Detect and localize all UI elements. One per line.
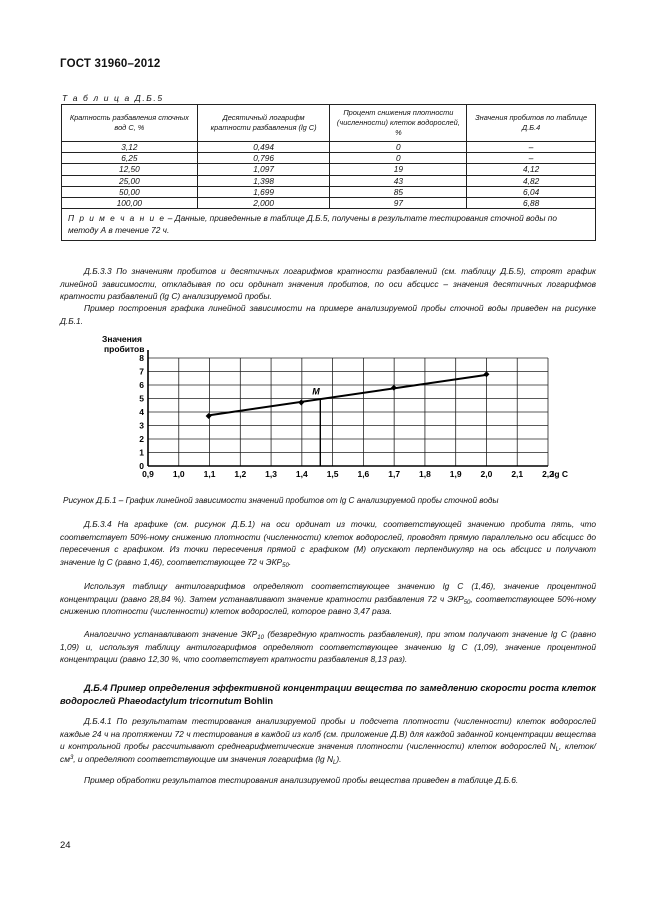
table-row	[62, 142, 596, 153]
chart-series	[206, 371, 490, 466]
table-cell: 1,097	[197, 164, 330, 175]
intersection-label: M	[312, 386, 320, 397]
x-tick-label: 2,0	[480, 469, 493, 479]
note-text: – Данные, приведенные в таблице Д.Б.5, получены в результате тестирования сточной воды по методу А в течение 72 ч.	[68, 213, 557, 236]
regression-line	[209, 375, 487, 416]
data-point	[483, 371, 489, 377]
section-heading-d-b-4	[60, 682, 596, 707]
table-row	[62, 175, 596, 186]
table-cell: –	[467, 142, 596, 153]
heading-species: Phaeodactylum tricornutum	[118, 695, 242, 706]
table-row	[62, 164, 596, 175]
para6-sub2: L	[333, 759, 337, 766]
para6-e: ).	[336, 753, 342, 764]
y-tick-label: 4	[139, 407, 144, 417]
paragraph-example-processing: Пример обработки результатов тестирования анализируемой пробы вещества приведен в таблице Д.Б.6.	[84, 775, 519, 785]
y-tick-label: 5	[139, 393, 144, 404]
data-point	[298, 400, 304, 406]
y-tick-labels	[139, 353, 144, 471]
x-tick-label: 1,5	[326, 469, 339, 479]
table-cell: 4,82	[467, 175, 596, 186]
table-cell: 43	[330, 175, 467, 186]
x-tick-label: 1,4	[295, 469, 308, 479]
data-table	[61, 104, 596, 241]
probit-chart	[90, 330, 580, 492]
chart-grid	[148, 350, 548, 466]
para5-sub: 10	[257, 635, 264, 641]
y-tick-label: 8	[139, 353, 144, 363]
paragraph-example-intro: Пример построения графика линейной зависимости на примере анализируемой пробы сточной воды приведен на рисунке Д.Б.1.	[60, 303, 596, 326]
para6-a: Д.Б.4.1 По результатам тестирования анализируемой пробы и подсчета плотности (численности) клеток водорослей каждые 24 ч на протяжении 72 ч тестирования в каждой из колб (см. приложение Д.В) для каждой заданной концентрации вещества и контрольной пробы рассчитывают среднеарифметические значения плотности (численности) клеток водорослей N	[60, 716, 596, 751]
x-tick-label: 2,1	[511, 469, 524, 479]
heading-text: Д.Б.4 Пример определения эффективной концентрации вещества по замедлению скорости роста клеток водорослей	[60, 683, 596, 706]
paragraph-d-b-3-3: Д.Б.3.3 По значениям пробитов и десятичных логарифмов кратности разбавлений (см. таблицу Д.Б.5), строят график линейной зависимости, откладывая по оси ординат значения пробитов, по оси абсцисс – значения десятичных логарифмов кратности разбавлений (lg C) анализируемой пробы.	[60, 266, 596, 301]
table-cell: 97	[330, 198, 467, 209]
table-cell: 4,12	[467, 164, 596, 175]
page-number: 24	[60, 840, 71, 851]
table-note-row	[62, 209, 596, 241]
data-point	[206, 413, 212, 419]
paragraph-ekr10	[60, 628, 596, 666]
table-cell: 1,699	[197, 186, 330, 197]
header-cell: Кратность разбавления сточных вод C, %	[62, 105, 198, 142]
y-axis-label: Значения	[102, 334, 142, 344]
x-tick-label: 0,9	[142, 469, 154, 479]
para3-text: Д.Б.3.4 На графике (см. рисунок Д.Б.1) на оси ординат из точки, соответствующей значению пробита пять, что соответствует 50%-ному снижению плотности (численности) клеток водорослей, проводят прямую параллельно оси абсцисс до пересечения с графиком. Из точки пересечения прямой с графиком (M) опускают перпендикуляр на ось абсцисс и получают значение lg C (равно 1,46), соответствующее 72 ч ЭКР	[60, 519, 596, 567]
para4-text: Используя таблицу антилогарифмов определяют соответствующее значению lg C (1,46), значение процентной концентрации (равно 28,84 %). Затем устанавливают значение кратности разбавления 72 ч ЭКР	[60, 581, 596, 604]
paragraph-d-b-4-1	[60, 715, 596, 765]
para4-end: , соответствующее 50%-ному снижению плотности (численности) клеток водорослей, которое равно 3,47 раза.	[60, 593, 596, 616]
document-header: ГОСТ 31960–2012	[60, 58, 161, 70]
x-tick-label: 1,1	[203, 469, 216, 479]
x-tick-label: 1,2	[234, 469, 247, 479]
para5-end: (безвредную кратность разбавления), при этом получают значение lg C (равно 1,09) и, используя таблицу антилогарифмов определяют соответствующее значению lg C (1,09), значение процентной концентрации (равно 12,30 %, что соответствует кратности разбавления 8,13 раз).	[60, 629, 596, 664]
y-tick-label: 6	[139, 380, 144, 390]
y-tick-label: 1	[139, 447, 144, 458]
table-cell: –	[467, 153, 596, 164]
x-tick-label: 2,2	[542, 469, 554, 479]
table-cell: 6,88	[467, 198, 596, 209]
x-tick-label: 1,7	[388, 469, 401, 479]
table-cell: 0,494	[197, 142, 330, 153]
table-cell: 0	[330, 153, 467, 164]
table-cell: 85	[330, 186, 467, 197]
x-tick-label: 1,3	[265, 469, 277, 479]
table-cell: 12,50	[62, 164, 198, 175]
y-tick-label: 2	[139, 434, 144, 444]
table-note	[62, 209, 596, 241]
para3-end: .	[288, 556, 292, 567]
table-header-row	[62, 105, 596, 142]
figure-caption: Рисунок Д.Б.1 – График линейной зависимости значений пробитов от lg C анализируемой пробы сточной воды	[63, 496, 499, 505]
header-cell: Процент снижения плотности (численности) клеток водорослей, %	[330, 105, 467, 142]
x-tick-label: 1,0	[172, 469, 185, 479]
para5-text: Аналогично устанавливают значение ЭКР	[84, 629, 258, 639]
y-tick-label: 7	[139, 366, 144, 377]
table-cell: 3,12	[62, 142, 198, 153]
table-cell: 6,04	[467, 186, 596, 197]
table-cell: 25,00	[62, 175, 198, 186]
header-cell: Значения пробитов по таблице Д.Б.4	[467, 105, 596, 142]
table-cell: 19	[330, 164, 467, 175]
table-cell: 100,00	[62, 198, 198, 209]
para4-sub: 50	[463, 599, 471, 606]
heading-author: Bohlin	[241, 695, 274, 706]
y-tick-label: 0	[139, 461, 144, 471]
y-tick-label: 3	[139, 420, 144, 431]
para6-d: , и определяют соответствующие им значения логарифма (lg N	[73, 753, 334, 764]
para6-c: , клеток/см	[60, 741, 596, 764]
note-label: П р и м е ч а н и е	[68, 213, 166, 224]
data-point	[391, 385, 397, 391]
table-row	[62, 186, 596, 197]
table-caption: Т а б л и ц а Д.Б.5	[62, 93, 164, 103]
para3-sub: 50	[282, 562, 289, 569]
paragraph-d-b-3-4	[60, 518, 596, 568]
para6-sup: 3	[69, 754, 74, 761]
header-cell: Десятичный логарифм кратности разбавления (lg C)	[197, 105, 330, 142]
para6-sub1: L	[555, 747, 559, 753]
x-tick-label: 1,6	[357, 469, 370, 479]
y-axis-label: пробитов	[104, 344, 145, 354]
table-cell: 1,398	[197, 175, 330, 186]
x-tick-label: 1,9	[449, 469, 462, 479]
table-cell: 6,25	[62, 153, 198, 164]
table-cell: 2,000	[197, 198, 330, 209]
table-cell: 0	[330, 142, 467, 153]
table-row	[62, 198, 596, 209]
x-tick-label: 1,8	[419, 469, 431, 479]
table-cell: 50,00	[62, 186, 198, 197]
x-axis-label: lg C	[552, 469, 569, 479]
table-cell: 0,796	[197, 153, 330, 164]
table-row	[62, 153, 596, 164]
x-tick-labels	[142, 469, 554, 479]
paragraph-antilog	[60, 580, 596, 618]
